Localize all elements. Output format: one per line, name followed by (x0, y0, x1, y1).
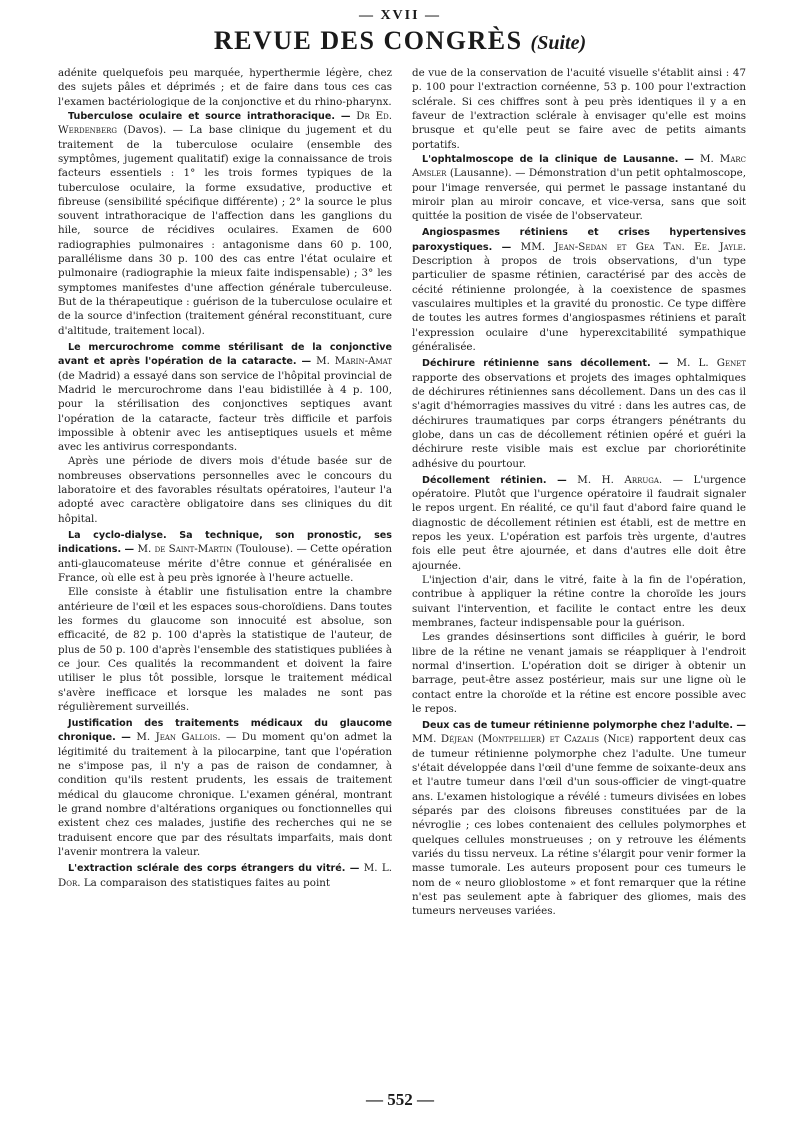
article-body: La comparaison des statistiques faites au point (83, 876, 331, 889)
article-author: M. L. Dor. (58, 862, 393, 889)
article-paragraph: Les grandes désinsertions sont difficiles à guérir, le bord libre de la rétine ne venant jamais se réappliquer à l'endroit normal d'insertion. L'opération doit se diriger à obtenir un barrage, peut-être assez postérieur, mais sur une ligne où le contact entre la choroïde et la rétine est encore possible avec le repos. (412, 631, 746, 715)
article-arruga (412, 473, 746, 716)
article-title: La cyclo-dialyse. Sa technique, son pronostic, ses indications. — (58, 530, 392, 556)
article-author: MM. Jean-Sedan et Gea Tan. Ee. Jayle. (520, 240, 746, 253)
article-columns (58, 66, 746, 1096)
article-paragraph: L'injection d'air, dans le vitré, faite à la fin de l'opération, contribue à appliquer la rétine contre la choroïde les jours suivant l'intervention, et facilite le contact entre les deux membranes, facteur indispensable pour la guérison. (412, 574, 746, 629)
article-dejean (412, 718, 746, 918)
page-header (0, 8, 800, 56)
article-werdenberg (58, 109, 392, 338)
article-marin-amat (58, 340, 392, 526)
page-title (0, 26, 800, 56)
article-body: (Toulouse). — Cette opération anti-glaucomateuse mérite d'être connue et généralisée en France, où elle est à peu près ignorée à l'heure actuelle. (58, 543, 393, 585)
right-column (412, 66, 746, 1096)
article-author: M. Jean Gallois. (136, 731, 221, 744)
article-body: La base clinique du jugement et du traitement de la tuberculose oculaire (ensemble des symptômes, jugement qualitatif) exige la connaissance de trois facteurs essentiels : 1° les trois formes typiques de la tuberculose oculaire, la forme exsudative, productive et fibreuse (sensibilité spécifique différente) ; 2° la source le plus souvent intrathoracique de l'affection dans les ganglions du hile, source de récidives oculaires. Examen de 600 radiographies pulmonaires : antagonisme dans 60 p. 100, parallélisme dans 30 p. 100 des cas entre l'état oculaire et pulmonaire (radiographie la mieux faite indispensable) ; 3° les symptomes manifestes d'une affection générale tuberculeuse. But de la thérapeutique : guérison de la tuberculose oculaire et de la source d'infection (traitement général reconstituant, cure d'altitude, traitement local). (58, 124, 393, 337)
article-body: (de Madrid) a essayé dans son service de l'hôpital provincial de Madrid le mercurochrome dans l'eau bidistillée à 4 p. 100, pour la stérilisation des conjonctives septiques avant l'opération de la cataracte, facteur très difficile et parfois impossible à obtenir avec les antiseptiques usuels et même avec les antivirus correspondants. (58, 369, 392, 454)
article-title: Déchirure rétinienne sans décollement. — (422, 358, 669, 370)
article-body: rapportent deux cas de tumeur rétinienne polymorphe chez l'adulte. Une tumeur s'était développée dans l'œil d'une femme de soixante-deux ans et l'autre tumeur dans l'œil d'un sous-officier de vingt-quatre ans. L'examen histologique a révélé : tumeurs divisées en lobes séparés par des cloisons fibreuses constituées par de la névroglie ; ces lobes contenaient des cellules polymorphes et quelques cellules monstrueuses ; on y retrouve les éléments variés du tissu nerveux. La rétine s'élargit pour venir former la masse tumorale. Les auteurs proposent pour ces tumeurs le nom de « neuro glioblostome » et font remarquer que la rétine n'est pas seulement apte à fabriquer des gliomes, mais des tumeurs nerveuses variées. (412, 733, 746, 918)
article-place: (Davos). — (123, 124, 183, 137)
article-title: Deux cas de tumeur rétinienne polymorphe chez l'adulte. — (422, 720, 746, 732)
article-title: Angiospasmes rétiniens et crises hypertensives paroxystiques. — (412, 227, 746, 253)
article-dor-continued: de vue de la conservation de l'acuité visuelle s'établit ainsi : 47 p. 100 pour l'extraction cornéenne, 53 p. 100 pour l'extraction sclérale. Si ces chiffres sont à peu près identiques il y a en faveur de l'extraction sclérale à envisager qu'elle est moins brusque et qu'elle peut se faire avec de petits aimants portatifs. (412, 67, 746, 151)
article-author: MM. Déjean (Montpellier) et Cazalis (Nice) (412, 733, 634, 746)
article-title: Décollement rétinien. — (422, 474, 567, 486)
article-title: L'ophtalmoscope de la clinique de Lausanne. — (422, 153, 694, 165)
article-author: M. L. Genet (676, 357, 746, 370)
article-body: (Lausanne). — Démonstration d'un petit ophtalmoscope, pour l'image renversée, qui permet le passage instantané du miroir plan au miroir concave, et vice-versa, sans que soit quittée la position de visée de l'observateur. (412, 167, 746, 223)
article-paragraph: Après une période de divers mois d'étude basée sur de nombreuses observations personnelles avec le concours du laboratoire et des favorables résultats opératoires, l'auteur l'a adopté avec caractère obligatoire dans ses cliniques du dit hôpital. (58, 455, 392, 525)
article-body: — Du moment qu'on admet la légitimité du traitement à la pilocarpine, tant que l'opération ne s'impose pas, il n'y a pas de raison de condamner, à condition qu'ils restent prudents, les essais de traitement médical du glaucome chronique. L'examen général, montrant le grand nombre d'altérations organiques ou fonctionnelles qui existent chez ces malades, justifie des recherches qui ne se traduisent encore que par des résultats imparfaits, mais dont l'avenir montrera la valeur. (58, 731, 392, 858)
article-title: Le mercurochrome comme stérilisant de la conjonctive avant et après l'opération de la cataracte. — (58, 341, 392, 368)
article-author: M. de Saint-Martin (137, 543, 233, 556)
article-genet (412, 356, 746, 471)
article-title: L'extraction sclérale des corps étrangers du vitré. — (68, 863, 360, 875)
article-author: M. Marin-Amat (316, 355, 392, 368)
article-author: M. Marc Amsler (412, 152, 746, 180)
article-body: Description à propos de trois observations, d'un type particulier de spasme rétinien, caractérisé par des accès de cécité rétinienne prolongée, à la coexistence de spasmes vasculaires multiples et la gravité du pronostic. Ce type diffère de toutes les autres formes d'angiospasmes rétiniens et paraît l'expression oculaire d'une hyperexcitabilité sympathique généralisée. (412, 255, 746, 353)
title-suite: (Suite) (530, 32, 587, 54)
article-paragraph: Elle consiste à établir une fistulisation entre la chambre antérieure de l'œil et les espaces sous-choroïdiens. Dans toutes les formes du glaucome son innocuité est absolue, son efficacité, de 82 p. 100 d'après la statistique de l'auteur, de plus de 50 p. 100 d'après l'ensemble des statistiques publiées à ce jour. Ces qualités la recommandent et doivent la faire utiliser le plus tôt possible, lorsque le traitement médical s'avère inefficace et lorsque les malades ne sont pas régulièrement surveillés. (58, 586, 392, 713)
article-amsler (412, 152, 746, 224)
page-number: — 552 — (366, 1090, 434, 1109)
article-dor (58, 861, 392, 890)
article-gallois (58, 716, 392, 859)
article-jean-sedan (412, 225, 746, 354)
article-author: M. H. Arruga. (577, 473, 663, 486)
intro-paragraph: adénite quelquefois peu marquée, hyperthermie légère, chez des sujets pâles et déprimés ; et de faire dans tous ces cas l'examen bactériologique de la conjonctive et du rhino-pharynx. (58, 67, 392, 108)
article-body: rapporte des observations et projets des images ophtalmiques de déchirures rétiniennes sans décollement. Dans un des cas il s'agit d'hémorragies massives du vitré : dans les autres cas, de déchirures traumatiques par corps étrangers pénétrants du globe, dans un cas de décollement rétinien opéré et guéri la déchirure reste visible mais est exclue par choriorétinite adhésive du pourtour. (412, 371, 746, 470)
title-text: REVUE DES CONGRÈS (213, 26, 523, 55)
article-saint-martin (58, 528, 392, 714)
article-title: Justification des traitements médicaux du glaucome chronique. — (58, 718, 392, 744)
left-column (58, 66, 392, 1096)
article-author: Dr Ed. Werdenberg (58, 109, 393, 137)
article-title: Tuberculose oculaire et source intrathoracique. — (68, 110, 351, 122)
section-number: — XVII — (358, 8, 442, 23)
article-body: — L'urgence opératoire. Plutôt que l'urgence opératoire il faudrait signaler le repos urgent. En réalité, ce qu'il faut d'abord faire quand le diagnostic de décollement rétinien est établi, est de mettre en repos les yeux. L'opération est parfois très urgente, d'autres fois elle peut être ajournée, et dans d'autres elle doit être ajournée. (412, 473, 746, 572)
